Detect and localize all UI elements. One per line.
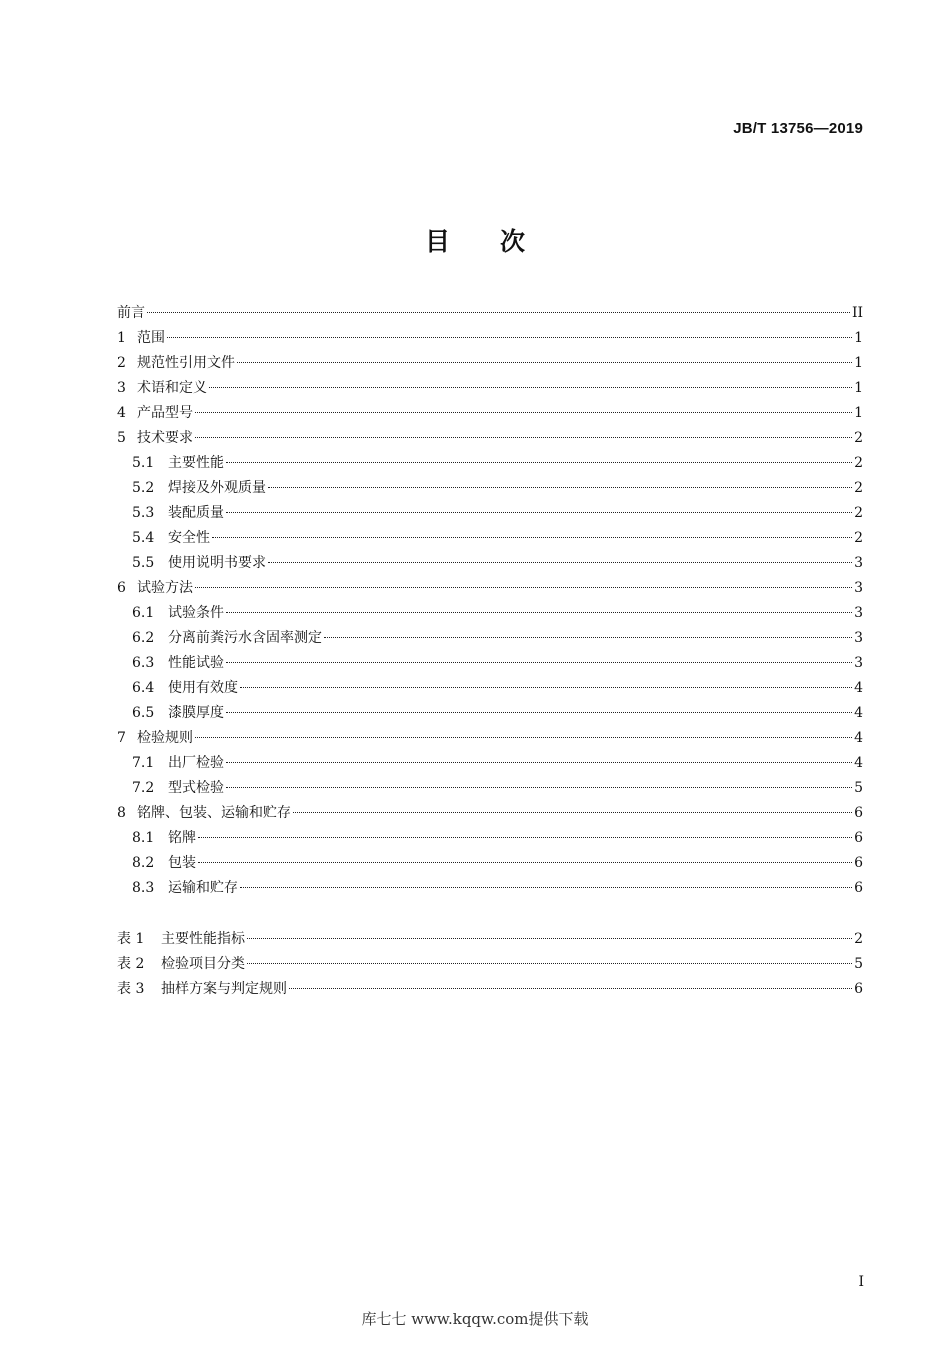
toc-label: 安全性 (168, 530, 210, 546)
toc-label: 焊接及外观质量 (168, 480, 266, 496)
toc-label: 规范性引用文件 (137, 355, 235, 371)
toc-label: 前言 (117, 305, 145, 321)
toc-row[interactable] (117, 526, 863, 551)
toc-label: 使用说明书要求 (168, 555, 266, 571)
toc-label: 铭牌 (168, 830, 196, 846)
table-list-row[interactable] (117, 977, 863, 1002)
toc-leader-dots (226, 787, 852, 788)
toc-page-number: 1 (854, 355, 863, 371)
table-list-leader-dots (247, 963, 852, 964)
toc-leader-dots (212, 537, 852, 538)
toc-row[interactable] (117, 301, 863, 326)
toc-leader-dots (226, 762, 852, 763)
toc-number: 6.5 (132, 705, 155, 721)
toc-row[interactable] (117, 701, 863, 726)
toc-page-number: 2 (854, 530, 863, 546)
toc-label: 分离前粪污水含固率测定 (168, 630, 322, 646)
toc-page-number: 4 (854, 730, 863, 746)
toc-number: 3 (117, 380, 126, 396)
toc-row[interactable] (117, 876, 863, 901)
toc-row[interactable] (117, 851, 863, 876)
toc-row[interactable] (117, 401, 863, 426)
toc-label: 型式检验 (168, 780, 224, 796)
toc-leader-dots (226, 612, 852, 613)
toc-label: 技术要求 (137, 430, 193, 446)
toc-row[interactable] (117, 451, 863, 476)
toc-page-number: 2 (854, 430, 863, 446)
toc-label: 漆膜厚度 (168, 705, 224, 721)
toc-number: 5 (117, 430, 126, 446)
toc-leader-dots (240, 887, 852, 888)
table-list-leader-dots (289, 988, 852, 989)
toc-row[interactable] (117, 751, 863, 776)
toc-row[interactable] (117, 626, 863, 651)
toc-label: 运输和贮存 (168, 880, 238, 896)
toc-label: 铭牌、包装、运输和贮存 (137, 805, 291, 821)
toc-page-number: 3 (854, 555, 863, 571)
toc-number: 8 (117, 805, 126, 821)
toc-number: 7 (117, 730, 126, 746)
toc-number: 7.2 (132, 780, 155, 796)
toc-label: 装配质量 (168, 505, 224, 521)
toc-label: 主要性能 (168, 455, 224, 471)
toc-page-number: 3 (854, 630, 863, 646)
toc-page-number: 3 (854, 580, 863, 596)
toc-page-number: 6 (854, 855, 863, 871)
toc-row[interactable] (117, 476, 863, 501)
toc-label: 出厂检验 (168, 755, 224, 771)
table-of-contents (117, 301, 863, 1002)
toc-number: 5.5 (132, 555, 155, 571)
toc-number: 4 (117, 405, 126, 421)
toc-number: 8.2 (132, 855, 155, 871)
toc-leader-dots (195, 737, 852, 738)
toc-leader-dots (195, 587, 852, 588)
toc-page-number: 6 (854, 805, 863, 821)
toc-leader-dots (198, 837, 852, 838)
toc-leader-dots (240, 687, 852, 688)
table-list-entries (117, 927, 863, 1002)
toc-number: 6.1 (132, 605, 155, 621)
watermark-text: 库七七 www.kqqw.com提供下载 (361, 1310, 589, 1328)
toc-page-number: II (851, 305, 863, 321)
toc-row[interactable] (117, 326, 863, 351)
toc-number: 5.2 (132, 480, 155, 496)
toc-row[interactable] (117, 601, 863, 626)
toc-leader-dots (226, 662, 852, 663)
toc-row[interactable] (117, 826, 863, 851)
toc-number: 5.4 (132, 530, 155, 546)
toc-label: 检验规则 (137, 730, 193, 746)
toc-leader-dots (237, 362, 852, 363)
table-list-number: 表 3 (117, 981, 145, 997)
page-number: I (858, 1274, 864, 1290)
toc-label: 使用有效度 (168, 680, 238, 696)
toc-label: 性能试验 (168, 655, 224, 671)
toc-leader-dots (324, 637, 852, 638)
toc-label: 术语和定义 (137, 380, 207, 396)
toc-leader-dots (209, 387, 852, 388)
toc-page-number: 4 (854, 755, 863, 771)
table-list-page-number: 5 (854, 956, 863, 972)
table-list-label: 检验项目分类 (161, 956, 245, 972)
toc-number: 8.1 (132, 830, 155, 846)
toc-row[interactable] (117, 776, 863, 801)
table-list-page-number: 6 (854, 981, 863, 997)
standard-code: JB/T 13756—2019 (733, 120, 863, 137)
toc-page-number: 6 (854, 830, 863, 846)
toc-label: 产品型号 (137, 405, 193, 421)
toc-label: 试验条件 (168, 605, 224, 621)
toc-row[interactable] (117, 501, 863, 526)
table-list-label: 主要性能指标 (161, 931, 245, 947)
toc-number: 6.3 (132, 655, 155, 671)
toc-leader-dots (268, 487, 852, 488)
toc-page-number: 1 (854, 330, 863, 346)
toc-leader-dots (226, 462, 852, 463)
toc-number: 1 (117, 330, 126, 346)
toc-leader-dots (195, 437, 852, 438)
toc-leader-dots (198, 862, 852, 863)
toc-leader-dots (293, 812, 852, 813)
toc-leader-dots (226, 712, 852, 713)
toc-leader-dots (147, 312, 850, 313)
toc-leader-dots (195, 412, 852, 413)
table-list-row[interactable] (117, 927, 863, 952)
page-title: 目次 (424, 227, 575, 256)
toc-number: 5.1 (132, 455, 155, 471)
toc-number: 6.2 (132, 630, 155, 646)
toc-leader-dots (268, 562, 852, 563)
toc-number: 7.1 (132, 755, 155, 771)
toc-row[interactable] (117, 801, 863, 826)
toc-number: 2 (117, 355, 126, 371)
toc-page-number: 1 (854, 380, 863, 396)
toc-page-number: 2 (854, 505, 863, 521)
toc-row[interactable] (117, 576, 863, 601)
table-list-label: 抽样方案与判定规则 (161, 981, 287, 997)
toc-gap (117, 901, 863, 927)
toc-number: 6.4 (132, 680, 155, 696)
table-list-number: 表 2 (117, 956, 145, 972)
toc-row[interactable] (117, 426, 863, 451)
toc-row[interactable] (117, 551, 863, 576)
toc-page-number: 6 (854, 880, 863, 896)
toc-number: 6 (117, 580, 126, 596)
toc-number: 5.3 (132, 505, 155, 521)
toc-row[interactable] (117, 376, 863, 401)
toc-row[interactable] (117, 726, 863, 751)
toc-page-number: 2 (854, 480, 863, 496)
toc-entries (117, 301, 863, 901)
toc-row[interactable] (117, 651, 863, 676)
toc-page-number: 1 (854, 405, 863, 421)
table-list-number: 表 1 (117, 931, 145, 947)
toc-page-number: 3 (854, 605, 863, 621)
toc-label: 包装 (168, 855, 196, 871)
toc-page-number: 5 (854, 780, 863, 796)
toc-page-number: 4 (854, 680, 863, 696)
toc-label: 试验方法 (137, 580, 193, 596)
toc-page-number: 3 (854, 655, 863, 671)
table-list-leader-dots (247, 938, 852, 939)
toc-number: 8.3 (132, 880, 155, 896)
toc-row[interactable] (117, 351, 863, 376)
toc-page-number: 4 (854, 705, 863, 721)
toc-leader-dots (167, 337, 852, 338)
table-list-row[interactable] (117, 952, 863, 977)
toc-leader-dots (226, 512, 852, 513)
toc-row[interactable] (117, 676, 863, 701)
toc-label: 范围 (137, 330, 165, 346)
table-list-page-number: 2 (854, 931, 863, 947)
toc-page-number: 2 (854, 455, 863, 471)
